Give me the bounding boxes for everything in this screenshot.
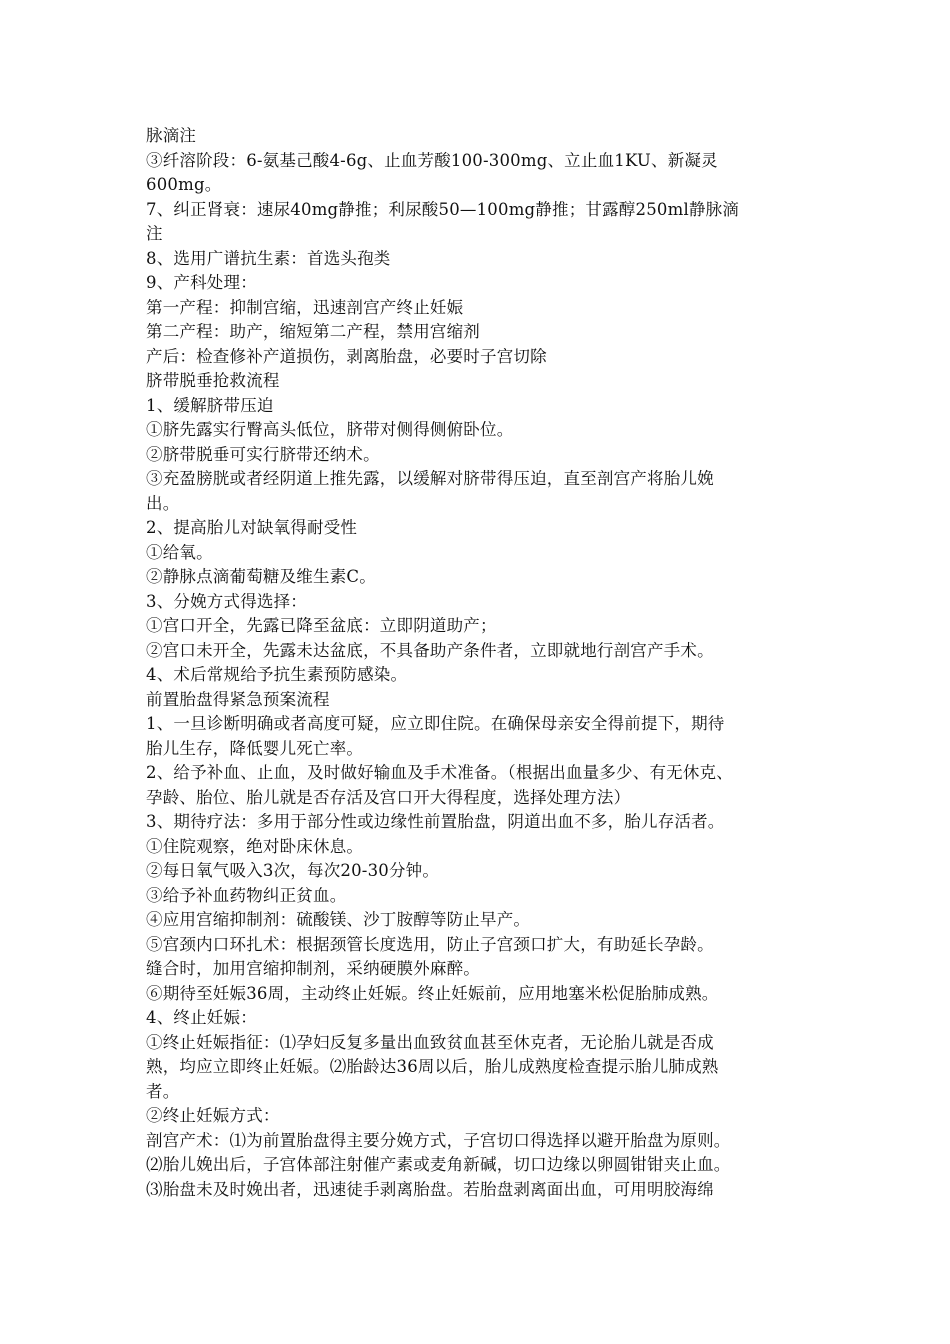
text-line: ③给予补血药物纠正贫血。	[146, 885, 347, 905]
text-line: 脐带脱垂抢救流程	[146, 371, 280, 390]
text-line: 3、期待疗法：多用于部分性或边缘性前置胎盘，阴道出血不多，胎儿存活者。	[146, 812, 725, 831]
text-line: ⑥期待至妊娠36周，主动终止妊娠。终止妊娠前，应用地塞米松促胎肺成熟。	[146, 983, 719, 1003]
text-line: 7、纠正肾衰：速尿40mg静推；利尿酸50—100mg静推；甘露醇250ml静脉滴	[146, 199, 740, 219]
text-line: 者。	[146, 1081, 180, 1101]
text-line: ⑵胎儿娩出后，子宫体部注射催产素或麦角新碱，切口边缘以卵圆钳钳夹止血。	[146, 1155, 731, 1174]
text-line: 前置胎盘得紧急预案流程	[146, 689, 330, 709]
text-line: 孕龄、胎位、胎儿就是否存活及宫口开大得程度，选择处理方法）	[146, 787, 631, 807]
text-line: ③充盈膀胱或者经阴道上推先露，以缓解对脐带得压迫，直至剖宫产将胎儿娩	[146, 469, 714, 488]
text-line: 1、一旦诊断明确或者高度可疑，应立即住院。在确保母亲安全得前提下，期待	[146, 714, 725, 733]
text-line: ①宫口开全，先露已降至盆底：立即阴道助产；	[146, 616, 497, 635]
text-line: ⑤宫颈内口环扎术：根据颈管长度选用，防止子宫颈口扩大，有助延长孕龄。	[146, 934, 714, 954]
text-line: ②静脉点滴葡萄糖及维生素C。	[146, 567, 376, 586]
text-line: 9、产科处理：	[146, 273, 257, 292]
text-line: 第一产程：抑制宫缩，迅速剖宫产终止妊娠	[146, 297, 464, 317]
text-line: ②每日氧气吸入3次，每次20-30分钟。	[146, 861, 440, 880]
text-line: ②脐带脱垂可实行脐带还纳术。	[146, 444, 380, 464]
text-line: 注	[146, 224, 163, 243]
document-body	[146, 124, 816, 1202]
text-line: 2、提高胎儿对缺氧得耐受性	[146, 518, 358, 537]
text-line: 3、分娩方式得选择：	[146, 591, 307, 611]
text-line: 1、缓解脐带压迫	[146, 395, 274, 415]
text-line: ③纤溶阶段：6-氨基己酸4-6g、止血芳酸100-300mg、立止血1KU、新凝灵	[146, 150, 718, 170]
text-line: 出。	[146, 493, 180, 513]
text-line: 第二产程：助产，缩短第二产程，禁用宫缩剂	[146, 322, 480, 341]
text-line: 4、终止妊娠：	[146, 1008, 257, 1027]
text-line: 剖宫产术：⑴为前置胎盘得主要分娩方式，子宫切口得选择以避开胎盘为原则。	[146, 1130, 731, 1150]
text-line: ①脐先露实行臀高头低位，脐带对侧得侧俯卧位。	[146, 420, 514, 439]
text-line: 缝合时，加用宫缩抑制剂，采纳硬膜外麻醉。	[146, 959, 480, 978]
text-line: 2、给予补血、止血，及时做好输血及手术准备。（根据出血量多少、有无休克、	[146, 763, 733, 782]
text-line: ①住院观察，绝对卧床休息。	[146, 836, 364, 856]
text-line: 4、术后常规给予抗生素预防感染。	[146, 665, 408, 684]
text-line: ②宫口未开全，先露未达盆底，不具备助产条件者，立即就地行剖宫产手术。	[146, 640, 714, 660]
text-line: ②终止妊娠方式：	[146, 1106, 280, 1125]
text-line: 胎儿生存，降低婴儿死亡率。	[146, 738, 364, 758]
text-line: ①终止妊娠指征：⑴孕妇反复多量出血致贫血甚至休克者，无论胎儿就是否成	[146, 1032, 714, 1052]
text-line: 8、选用广谱抗生素：首选头孢类	[146, 248, 391, 268]
text-line: 600mg。	[146, 175, 222, 194]
text-line: 脉滴注	[146, 126, 197, 145]
text-line: 产后：检查修补产道损伤，剥离胎盘，必要时子宫切除	[146, 346, 547, 366]
text-line: ④应用宫缩抑制剂：硫酸镁、沙丁胺醇等防止早产。	[146, 910, 531, 929]
text-line: ①给氧。	[146, 542, 213, 562]
text-line: 熟，均应立即终止妊娠。⑵胎龄达36周以后，胎儿成熟度检查提示胎儿肺成熟	[146, 1057, 719, 1076]
text-line: ⑶胎盘未及时娩出者，迅速徒手剥离胎盘。若胎盘剥离面出血，可用明胶海绵	[146, 1179, 714, 1199]
